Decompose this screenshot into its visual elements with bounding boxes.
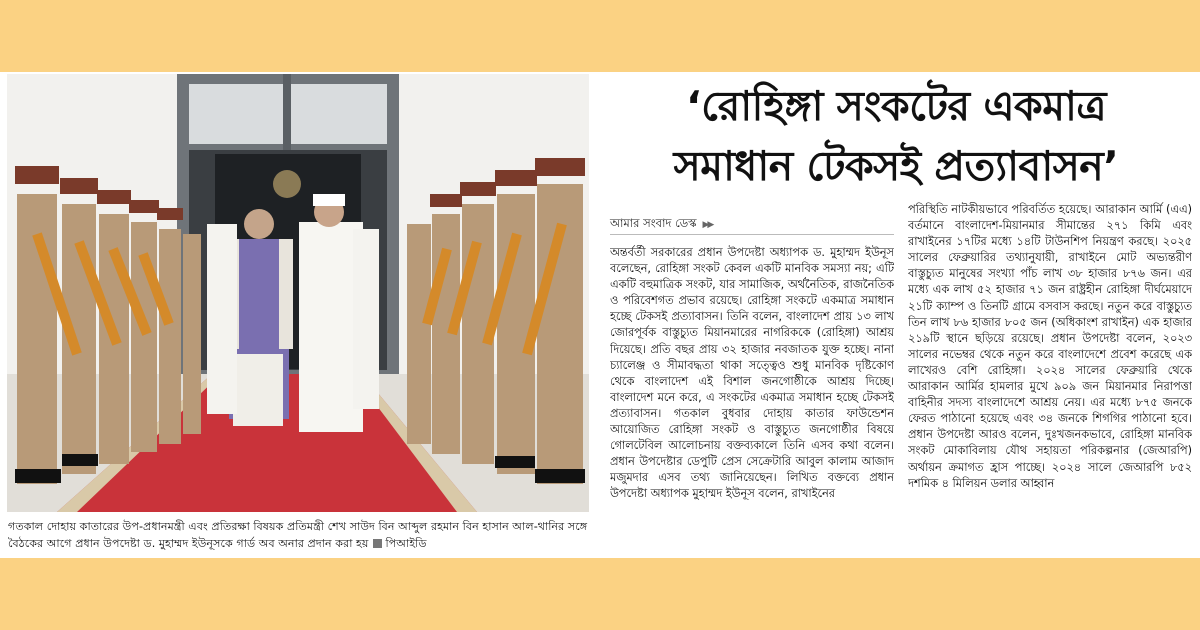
headline-line-2: সমাধান টেকসই প্রত্যাবাসন’ (673, 142, 1119, 190)
photo-credit: পিআইডি (385, 537, 427, 550)
article-paragraph-1: অন্তর্বর্তী সরকারের প্রধান উপদেষ্টা অধ্যাপক ড. মুহাম্মদ ইউনূস বলেছেন, রোহিঙ্গা সংকট কেবল একটি মানবিক সমস্যা নয়; এটি একটি বহুমাত্রিক সংকট, যার সামাজিক, অর্থনৈতিক, রাজনৈতিক ও পরিবেশগত প্রভাব রয়েছে। রোহিঙ্গা সংকটে একমাত্র সমাধান হচ্ছে টেকসই প্রত্যাবাসন। তিনি বলেন, বাংলাদেশ প্রায় ১৩ লাখ জোরপূর্বক বাস্তুচ্যুত মিয়ানমারের নাগরিককে (রোহিঙ্গা) আশ্রয় দিয়েছে। প্রতি বছর প্রায় ৩২ হাজার নবজাতক যুক্ত হচ্ছে। নানা চ্যালেঞ্জ ও সীমাবদ্ধতা থাকা সত্ত্বেও শুধু মানবিক দৃষ্টিকোণ থেকে বাংলাদেশ এই বিশাল জনগোষ্ঠীকে আশ্রয় দিচ্ছে। বাংলাদেশ মনে করে, এ সংকটের একমাত্র সমাধান হচ্ছে টেকসই প্রত্যাবাসন। গতকাল বুধবার দোহায় কাতার ফাউন্ডেশন আয়োজিত রোহিঙ্গা সংকট ও বাস্তুচ্যুত জনগোষ্ঠীর বিষয়ে গোলটেবিল আলোচনায় বক্তব্যকালে তিনি এসব কথা বলেন। প্রধান উপদেষ্টার ডেপুটি প্রেস সেক্রেটারি আবুল কালাম আজাদ মজুমদার এসব তথ্য জানিয়েছেন। লিখিত বক্তব্যে প্রধান উপদেষ্টা অধ্যাপক মুহাম্মদ ইউনূস বলেন, রাখাইনের (610, 246, 894, 501)
headline (598, 76, 1194, 196)
news-clipping (0, 72, 1200, 558)
photo-caption (8, 518, 590, 552)
caption-text: গতকাল দোহায় কাতারের উপ-প্রধানমন্ত্রী এবং প্রতিরক্ষা বিষয়ক প্রতিমন্ত্রী শেখ সাউদ বিন আব্দুল রহমান বিন হাসান আল-থানির সঙ্গে বৈঠকের আগে প্রধান উপদেষ্টা ড. মুহাম্মদ ইউনূসকে গার্ড অব অনার প্রদান করা হয় (8, 520, 588, 550)
byline-divider (610, 234, 894, 235)
byline-text: আমার সংবাদ ডেস্ক (610, 216, 697, 230)
headline-line-1: ‘রোহিঙ্গা সংকটের একমাত্র (686, 82, 1106, 130)
article-paragraph-2: পরিস্থিতি নাটকীয়ভাবে পরিবর্তিত হয়েছে। আরাকান আর্মি (এএ) বর্তমানে বাংলাদেশ-মিয়ানমার সীমান্তের ২৭১ কিমি এবং রাখাইনের ১৭টির মধ্যে ১৪টি টাউনশিপ নিয়ন্ত্রণ করছে। ২০২৫ সালের ফেব্রুয়ারির তথ্যানুযায়ী, রাখাইনে মোট অভ্যন্তরীণ বাস্তুচ্যুত মানুষের সংখ্যা পাঁচ লাখ ৩৮ হাজার ৮৭৬ জন। এর মধ্যে এক লাখ ৫২ হাজার ৭১ জন রাষ্ট্রহীন রোহিঙ্গা দীর্ঘমেয়াদে ২১টি ক্যাম্প ও তিনটি গ্রামে বসবাস করছে। নতুন করে বাস্তুচ্যুত তিন লাখ ৮৬ হাজার ৮০৫ জন (অধিকাংশ রাখাইন) এক হাজার ২১৯টি স্থানে ছড়িয়ে রয়েছে। প্রধান উপদেষ্টা বলেন, ২০২৩ সালের নভেম্বর থেকে নতুন করে বাংলাদেশে প্রবেশ করেছে এক লাখেরও বেশি রোহিঙ্গা। ২০২৪ সালের ফেব্রুয়ারি থেকে আরাকান আর্মির হামলার মুখে ৯০৯ জন মিয়ানমার নিরাপত্তা বাহিনীর সদস্য বাংলাদেশে আশ্রয় নেয়। এর মধ্যে ৮৭৫ জনকে ফেরত পাঠানো হয়েছে এবং ৩৪ জনকে শিগগির পাঠানো হবে। প্রধান উপদেষ্টা আরও বলেন, দুঃখজনকভাবে, রোহিঙ্গা মানবিক সংকট মোকাবিলায় যৌথ সহায়তা পরিকল্পনার (জেআরপি) অর্থায়ন ক্রমাগত হ্রাস পাচ্ছে। ২০২৪ সালে জেআরপি ৮৫২ দশমিক ৪ মিলিয়ন ডলার আহ্বান (908, 203, 1192, 490)
article-column-2 (908, 202, 1192, 558)
byline (610, 215, 712, 234)
news-photo (7, 74, 589, 512)
byline-arrows-icon: ▶▶ (702, 219, 713, 230)
article-column-1 (610, 245, 894, 558)
credit-square-icon (373, 539, 382, 548)
